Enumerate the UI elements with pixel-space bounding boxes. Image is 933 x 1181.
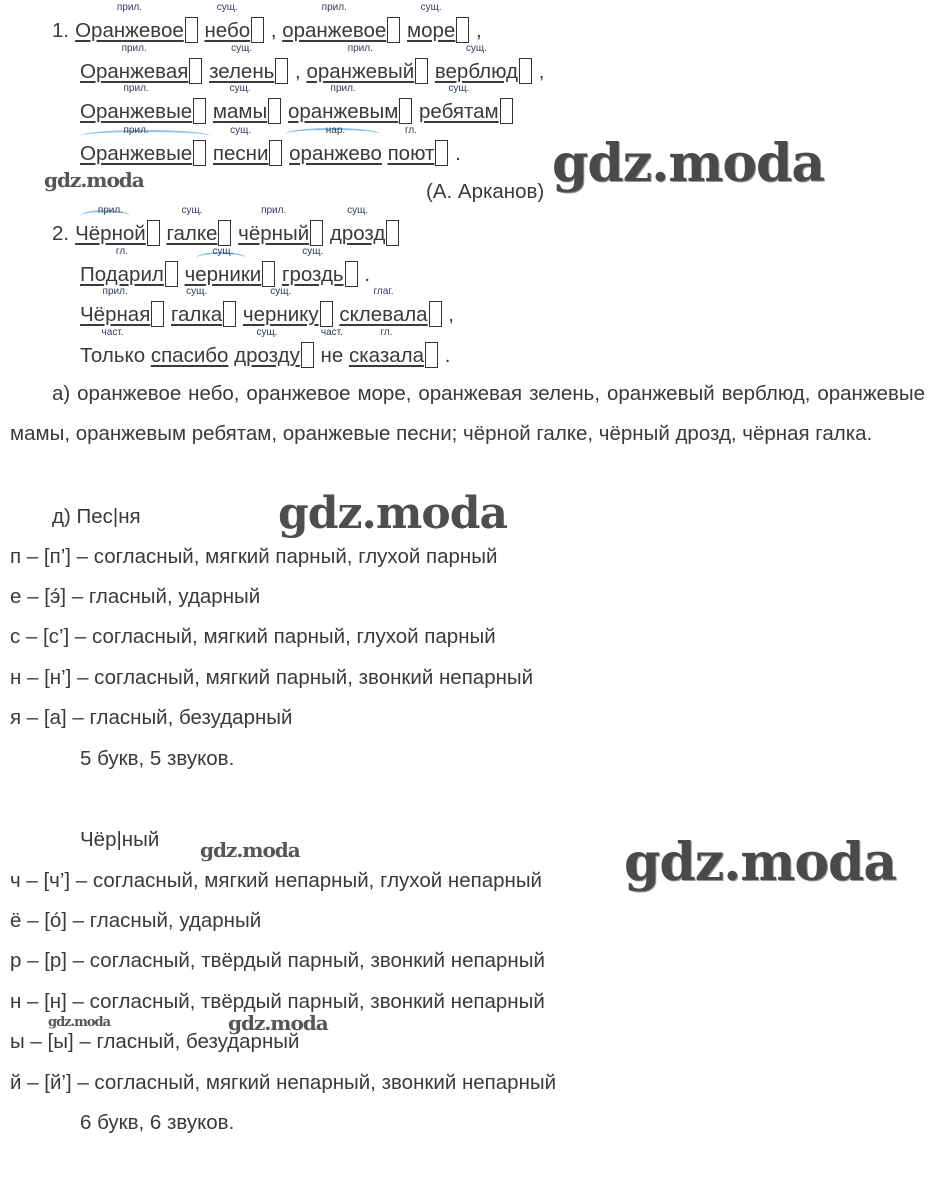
word: прил. Оранжевая bbox=[80, 43, 189, 83]
word: сущ. галке bbox=[166, 205, 218, 245]
watermark: gdz.moda bbox=[278, 488, 508, 539]
ending-box bbox=[189, 58, 202, 84]
word: прил. Оранжевое bbox=[75, 2, 184, 42]
word: сущ. галка bbox=[171, 286, 223, 326]
word: нар. оранжево bbox=[289, 125, 382, 165]
sound-row: е – [э́] – гласный, ударный bbox=[10, 585, 261, 608]
item-number: 2. bbox=[52, 222, 70, 245]
ending-box bbox=[320, 301, 333, 327]
ending-box bbox=[251, 17, 264, 43]
poem-line-2: прил. Оранжевая сущ. зелень , прил. оранжевый сущ. верблюд , bbox=[80, 43, 545, 83]
word: прил. Оранжевые bbox=[80, 83, 193, 123]
ending-box bbox=[223, 301, 236, 327]
poem-line-1: 1. прил. Оранжевое сущ. небо , прил. оранжевое сущ. море , bbox=[52, 2, 482, 42]
word: сущ. чернику bbox=[242, 286, 319, 326]
ending-box bbox=[456, 17, 469, 43]
ending-box bbox=[275, 58, 288, 84]
watermark: gdz.moda bbox=[44, 168, 144, 192]
sound-row: ч – [ч’] – согласный, мягкий непарный, глухой непарный bbox=[10, 869, 543, 892]
word: прил. Чёрной bbox=[75, 205, 146, 245]
word: част. не bbox=[320, 327, 344, 367]
ending-box bbox=[193, 98, 206, 124]
ending-box bbox=[165, 261, 178, 287]
poem-line-3 bbox=[80, 83, 514, 124]
ending-box bbox=[185, 17, 198, 43]
sound-row: я – [а] – гласный, безударный bbox=[10, 706, 293, 729]
word: прил. оранжевое bbox=[282, 2, 387, 42]
word: прил. Оранжевые bbox=[80, 125, 193, 165]
word: сущ. черники bbox=[184, 246, 262, 286]
poem-line-7: прил. Чёрная сущ. галка сущ. чернику глаг. склевала , bbox=[80, 286, 454, 326]
ending-box bbox=[193, 140, 206, 166]
ending-box bbox=[268, 98, 281, 124]
word: сущ. зелень bbox=[209, 43, 275, 83]
ending-box bbox=[262, 261, 275, 287]
word: гл. сказала bbox=[348, 327, 424, 367]
ending-box bbox=[151, 301, 164, 327]
sound-row: с – [с’] – согласный, мягкий парный, глухой парный bbox=[10, 625, 496, 648]
ending-box bbox=[301, 342, 314, 368]
summary: 5 букв, 5 звуков. bbox=[80, 747, 235, 770]
sound-row: р – [р] – согласный, твёрдый парный, звонкий непарный bbox=[10, 949, 545, 972]
answer-d-title: д) Пес|ня bbox=[52, 505, 141, 528]
poem-line-8: част. Только спасибо сущ. дрозду част. не гл. сказала . bbox=[80, 327, 451, 367]
ending-box bbox=[386, 220, 399, 246]
word: част. Только bbox=[80, 327, 146, 367]
word: спасибо bbox=[150, 344, 229, 367]
poem-line-4: прил. Оранжевые сущ. песни нар. оранжево гл. поют . bbox=[80, 125, 461, 165]
ending-box bbox=[310, 220, 323, 246]
ending-box bbox=[218, 220, 231, 246]
word: сущ. дрозду bbox=[234, 327, 300, 367]
word: сущ. мамы bbox=[212, 83, 268, 123]
poem-line-6: гл. Подарил сущ. черники сущ. гроздь . bbox=[80, 246, 371, 286]
word: гл. Подарил bbox=[80, 246, 164, 286]
sound-row: н – [н’] – согласный, мягкий парный, звонкий непарный bbox=[10, 666, 534, 689]
word: глаг. склевала bbox=[339, 286, 428, 326]
ending-box bbox=[269, 140, 282, 166]
watermark: gdz.moda bbox=[200, 838, 300, 862]
word: сущ. ребятам bbox=[419, 83, 499, 123]
watermark: gdz.moda bbox=[228, 1011, 328, 1035]
summary: 6 букв, 6 звуков. bbox=[80, 1111, 235, 1134]
word-title: Чёр|ный bbox=[80, 828, 160, 851]
answer-a: а) оранжевое небо, оранжевое море, оранжевая зелень, оранжевый верблюд, оранжевые мамы, оранжевым ребятам, оранжевые песни; чёрной галке, чёрный дрозд, чёрная галка. bbox=[10, 382, 925, 445]
ending-box bbox=[435, 140, 448, 166]
word: прил. чёрный bbox=[238, 205, 310, 245]
word: сущ. небо bbox=[204, 2, 251, 42]
word: сущ. верблюд bbox=[434, 43, 518, 83]
sound-row: й – [й’] – согласный, мягкий непарный, звонкий непарный bbox=[10, 1071, 557, 1094]
ending-box bbox=[425, 342, 438, 368]
word: сущ. гроздь bbox=[281, 246, 344, 286]
word: прил. оранжевый bbox=[306, 43, 415, 83]
ending-box bbox=[387, 17, 400, 43]
watermark: gdz.moda bbox=[552, 133, 825, 194]
item-number: 1. bbox=[52, 19, 70, 42]
sound-row: п – [п’] – согласный, мягкий парный, глухой парный bbox=[10, 545, 498, 568]
word: сущ. море bbox=[407, 2, 456, 42]
ending-box bbox=[345, 261, 358, 287]
poem-author: (А. Арканов) bbox=[426, 180, 545, 203]
ending-box bbox=[399, 98, 412, 124]
ending-box bbox=[500, 98, 513, 124]
watermark: gdz.moda bbox=[624, 832, 897, 893]
watermark: gdz.moda bbox=[48, 1015, 111, 1030]
ending-box bbox=[519, 58, 532, 84]
word: сущ. песни bbox=[212, 125, 269, 165]
word: прил. оранжевым bbox=[287, 83, 399, 123]
word: прил. Чёрная bbox=[80, 286, 151, 326]
sound-row: ё – [о́] – гласный, ударный bbox=[10, 909, 262, 932]
ending-box bbox=[147, 220, 160, 246]
sound-row: ы – [ы] – гласный, безударный bbox=[10, 1030, 300, 1053]
ending-box bbox=[415, 58, 428, 84]
sound-row: н – [н] – согласный, твёрдый парный, звонкий непарный bbox=[10, 990, 545, 1013]
word: сущ. дрозд bbox=[329, 205, 386, 245]
poem-line-5 bbox=[52, 205, 400, 246]
word: гл. поют bbox=[387, 125, 435, 165]
ending-box bbox=[429, 301, 442, 327]
